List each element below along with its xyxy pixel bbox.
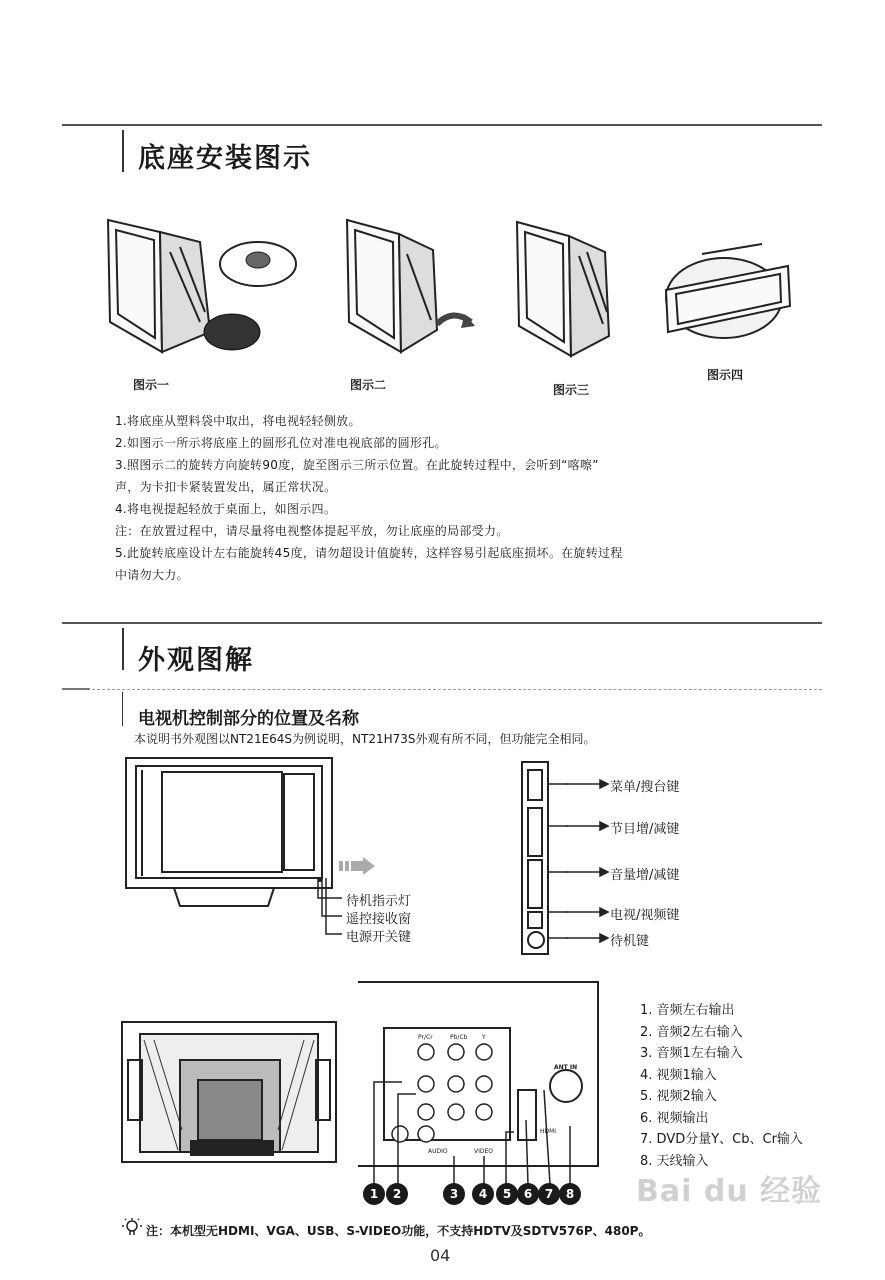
section-rule-top (62, 622, 822, 624)
connector-number-8: 8 (559, 1183, 581, 1205)
list-item: 7. DVD分量Y、Cb、Cr输入 (640, 1132, 803, 1147)
list-item: 4. 视频1输入 (640, 1067, 717, 1083)
subsection-rule (62, 688, 90, 690)
label-channel-key: 节目增/减键 (610, 822, 680, 837)
figure-caption-2: 图示二 (350, 378, 387, 392)
figure-caption-3: 图示三 (553, 383, 590, 397)
lightbulb-icon (122, 1218, 142, 1238)
panel-label-y: Y (482, 1034, 486, 1041)
instruction-line: 1.将底座从塑料袋中取出，将电视轻轻侧放。 (115, 414, 361, 428)
label-tv-av-key: 电视/视频键 (610, 908, 680, 923)
connector-number-2: 2 (386, 1183, 408, 1205)
section-title-appearance: 外观图解 (138, 645, 254, 676)
instruction-line: 3.照图示二的旋转方向旋转90度，旋至图示三所示位置。在此旋转过程中，会听到“喀嚓” (115, 458, 599, 472)
front-arrow-icon (339, 857, 379, 877)
label-standby-key: 待机键 (610, 934, 650, 949)
panel-label-audio: AUDIO (428, 1148, 448, 1155)
connector-leader-lines (362, 1080, 582, 1190)
figure-1-illustration (100, 212, 300, 362)
front-leader-lines (308, 878, 348, 938)
figure-caption-1: 图示一 (133, 378, 170, 392)
section-title-bar (122, 628, 124, 670)
panel-label-antenna: ANT IN (554, 1064, 578, 1071)
connector-number-3: 3 (443, 1183, 465, 1205)
section-title-bar (122, 130, 124, 172)
installation-instructions (115, 410, 805, 586)
label-menu-key: 菜单/搜台键 (610, 780, 680, 795)
list-item: 1. 音频左右输出 (640, 1003, 735, 1018)
subsection-title-bar (122, 692, 123, 726)
side-control-panel (518, 760, 568, 960)
tv-rear-illustration (120, 1020, 340, 1170)
connector-number-1: 1 (363, 1183, 385, 1205)
section-rule-top (62, 124, 822, 126)
rear-connector-list (640, 1000, 803, 1172)
instruction-line: 2.如图示一所示将底座上的圆形孔位对准电视底部的圆形孔。 (115, 436, 447, 450)
instruction-line: 声，为卡扣卡紧装置发出，属正常状况。 (115, 480, 337, 494)
label-standby-indicator: 待机指示灯 (346, 894, 412, 909)
list-item: 2. 音频2左右输入 (640, 1024, 743, 1040)
list-item: 3. 音频1左右输入 (640, 1046, 743, 1061)
subsection-description: 本说明书外观图以NT21E64S为例说明，NT21H73S外观有所不同，但功能完全相同。 (134, 732, 596, 746)
connector-number-7: 7 (538, 1183, 560, 1205)
instruction-line: 中请勿大力。 (115, 568, 189, 582)
connector-number-6: 6 (517, 1183, 539, 1205)
figure-caption-4: 图示四 (707, 368, 744, 382)
list-item: 5. 视频2输入 (640, 1089, 717, 1104)
page-number: 04 (430, 1246, 451, 1265)
figure-2-illustration (325, 212, 475, 362)
list-item: 8. 天线输入 (640, 1153, 709, 1169)
label-remote-receiver: 遥控接收窗 (346, 912, 412, 927)
footer-note: 注：本机型无HDMI、VGA、USB、S-VIDEO功能，不支持HDTV及SDTV576P、480P。 (146, 1224, 651, 1238)
list-item: 6. 视频输出 (640, 1110, 709, 1126)
section-title-stand: 底座安装图示 (138, 143, 312, 174)
subsection-rule-dashed (92, 689, 822, 691)
subsection-title: 电视机控制部分的位置及名称 (138, 709, 359, 729)
side-leader-arrows (566, 760, 606, 960)
connector-number-5: 5 (496, 1183, 518, 1205)
instruction-line: 注：在放置过程中，请尽量将电视整体提起平放，勿让底座的局部受力。 (115, 524, 509, 538)
panel-label-hdmi: HDMI (540, 1128, 557, 1135)
figure-4-illustration (662, 236, 802, 356)
panel-label-pb: Pb/Cb (450, 1034, 468, 1041)
panel-label-pr: Pr/Cr (418, 1034, 433, 1041)
connector-number-4: 4 (472, 1183, 494, 1205)
figure-3-illustration (495, 216, 645, 366)
instruction-line: 5.此旋转底座设计左右能旋转45度，请勿超设计值旋转，这样容易引起底座损坏。在旋转过程 (115, 546, 623, 560)
instruction-line: 4.将电视提起轻放于桌面上，如图示四。 (115, 502, 337, 516)
label-power-switch: 电源开关键 (346, 930, 412, 945)
label-volume-key: 音量增/减键 (610, 868, 680, 883)
watermark-logo: Bai du 经验 (636, 1174, 823, 1209)
panel-label-video: VIDEO (474, 1148, 494, 1155)
